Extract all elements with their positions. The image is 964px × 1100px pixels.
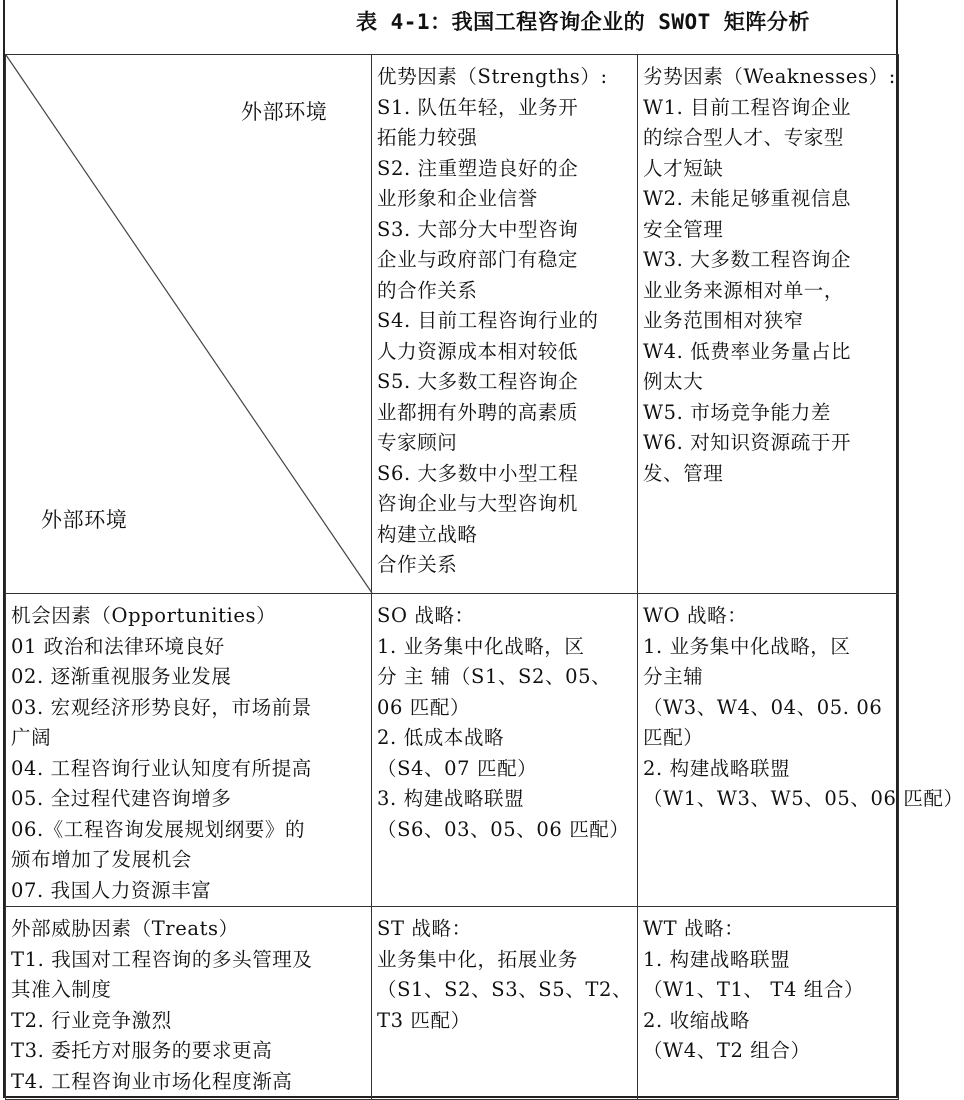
threat-line: T4. 工程咨询业市场化程度渐高 <box>11 1069 293 1093</box>
threat-line: T3. 委托方对服务的要求更高 <box>11 1039 273 1062</box>
opportunity-line: 06.《工程咨询发展规划纲要》的 <box>11 817 306 841</box>
strength-line: 合作关系 <box>377 553 458 576</box>
opportunity-line: 07. 我国人力资源丰富 <box>11 878 212 902</box>
opportunity-line: 机会因素（Opportunities） <box>11 604 277 627</box>
wo-strategy-line: （W3、W4、04、05. 06 <box>643 695 883 719</box>
weakness-line: W2. 未能足够重视信息 <box>643 187 852 210</box>
strength-line: 企业与政府部门有稳定 <box>377 248 579 271</box>
threat-line: 其准入制度 <box>11 978 112 1001</box>
threat-line: T1. 我国对工程咨询的多头管理及 <box>11 947 313 971</box>
so-strategy-line: SO 战略： <box>377 604 475 627</box>
weakness-line: W6. 对知识资源疏于开 <box>643 431 852 454</box>
weakness-line: 例太大 <box>643 370 704 393</box>
weakness-line: W1. 目前工程咨询企业 <box>643 95 852 119</box>
so-strategy-line: 2. 低成本战略 <box>377 726 505 749</box>
strength-line: S5. 大多数工程咨询企 <box>377 370 579 393</box>
strength-line: 构建立战略 <box>377 522 478 546</box>
strength-line: S6. 大多数中小型工程 <box>377 461 579 485</box>
weakness-line: W5. 市场竞争能力差 <box>643 400 831 424</box>
weakness-line: 安全管理 <box>643 217 724 241</box>
threats-cell <box>6 907 372 1100</box>
st-strategy-line: T3 匹配） <box>377 1008 471 1032</box>
weakness-line: W4. 低费率业务量占比 <box>643 339 852 363</box>
wt-strategy-line: 2. 收缩战略 <box>643 1008 751 1032</box>
wo-strategy-cell <box>638 594 964 907</box>
so-strategy-line: 3. 构建战略联盟 <box>377 787 525 810</box>
weakness-line: 人才短缺 <box>643 156 724 180</box>
table-title: 表 4-1：我国工程咨询企业的 SWOT 矩阵分析 <box>356 10 810 34</box>
so-strategy-cell <box>372 594 638 907</box>
strength-line: 拓能力较强 <box>377 126 478 149</box>
strength-line: S4. 目前工程咨询行业的 <box>377 309 599 332</box>
opportunity-line: 02. 逐渐重视服务业发展 <box>11 665 232 688</box>
strength-line: 优势因素（Strengths）: <box>377 65 608 88</box>
weaknesses-cell <box>638 55 899 594</box>
so-strategy-line: （S6、03、05、06 匹配） <box>377 817 630 841</box>
strength-line: 的合作关系 <box>377 278 478 302</box>
wt-strategy-line: （W1、T1、 T4 组合） <box>643 978 865 1001</box>
opportunity-line: 05. 全过程代建咨询增多 <box>11 787 232 810</box>
corner-cell <box>6 55 372 594</box>
wo-strategy-line: 1. 业务集中化战略，区 <box>643 634 851 658</box>
weakness-line: 发、管理 <box>643 461 724 485</box>
wt-strategy-line: （W4、T2 组合） <box>643 1039 811 1062</box>
opportunity-line: 04. 工程咨询行业认知度有所提高 <box>11 756 312 780</box>
corner-label-bottom: 外部环境 <box>41 508 128 532</box>
opportunity-line: 颁布增加了发展机会 <box>11 848 192 871</box>
strength-line: 专家顾问 <box>377 431 458 454</box>
header-row <box>6 55 899 594</box>
threat-line: 外部威胁因素（Treats） <box>11 917 239 940</box>
weakness-line: 业务范围相对狭窄 <box>643 309 804 332</box>
st-strategy-line: ST 战略： <box>377 917 472 940</box>
wt-strategy-line: 1. 构建战略联盟 <box>643 947 791 971</box>
strength-line: S3. 大部分大中型咨询 <box>377 217 579 241</box>
threats-row <box>6 907 899 1100</box>
opportunity-line: 03. 宏观经济形势良好，市场前景 <box>11 695 312 719</box>
so-strategy-line: （S4、07 匹配） <box>377 756 538 780</box>
swot-matrix-table <box>5 54 964 1100</box>
st-strategy-line: （S1、S2、S3、S5、T2、 <box>377 978 633 1001</box>
strength-line: S1. 队伍年轻，业务开 <box>377 95 579 119</box>
weakness-line: 业业务来源相对单一， <box>643 278 845 302</box>
wo-strategy-line: （W1、W3、W5、05、06 匹配） <box>643 787 964 810</box>
wo-strategy-line: 分主辅 <box>643 665 704 688</box>
so-strategy-line: 分 主 辅（S1、S2、05、 <box>377 665 612 688</box>
weakness-line: W3. 大多数工程咨询企 <box>643 248 852 271</box>
strength-line: 人力资源成本相对较低 <box>377 339 579 363</box>
opportunities-cell <box>6 594 372 907</box>
threat-line: T2. 行业竞争激烈 <box>11 1008 172 1032</box>
weakness-line: 劣势因素（Weaknesses）: <box>643 65 896 88</box>
strengths-cell <box>372 55 638 594</box>
wt-strategy-cell <box>638 907 899 1100</box>
wt-strategy-line: WT 战略： <box>643 917 745 940</box>
opportunity-line: 广阔 <box>11 726 52 749</box>
st-strategy-cell <box>372 907 638 1100</box>
corner-label-top: 外部环境 <box>241 100 328 124</box>
opportunity-line: 01 政治和法律环境良好 <box>11 634 225 658</box>
strength-line: S2. 注重塑造良好的企 <box>377 156 579 180</box>
strength-line: 咨询企业与大型咨询机 <box>377 492 579 515</box>
opportunities-row <box>6 594 899 907</box>
weakness-line: 的综合型人才、专家型 <box>643 126 845 149</box>
strength-line: 业形象和企业信誉 <box>377 187 538 210</box>
so-strategy-line: 06 匹配） <box>377 695 471 719</box>
st-strategy-line: 业务集中化，拓展业务 <box>377 947 579 971</box>
wo-strategy-line: 2. 构建战略联盟 <box>643 756 791 780</box>
so-strategy-line: 1. 业务集中化战略，区 <box>377 634 585 658</box>
wo-strategy-line: WO 战略： <box>643 604 748 627</box>
strength-line: 业都拥有外聘的高素质 <box>377 400 579 424</box>
wo-strategy-line: 匹配） <box>643 726 704 749</box>
